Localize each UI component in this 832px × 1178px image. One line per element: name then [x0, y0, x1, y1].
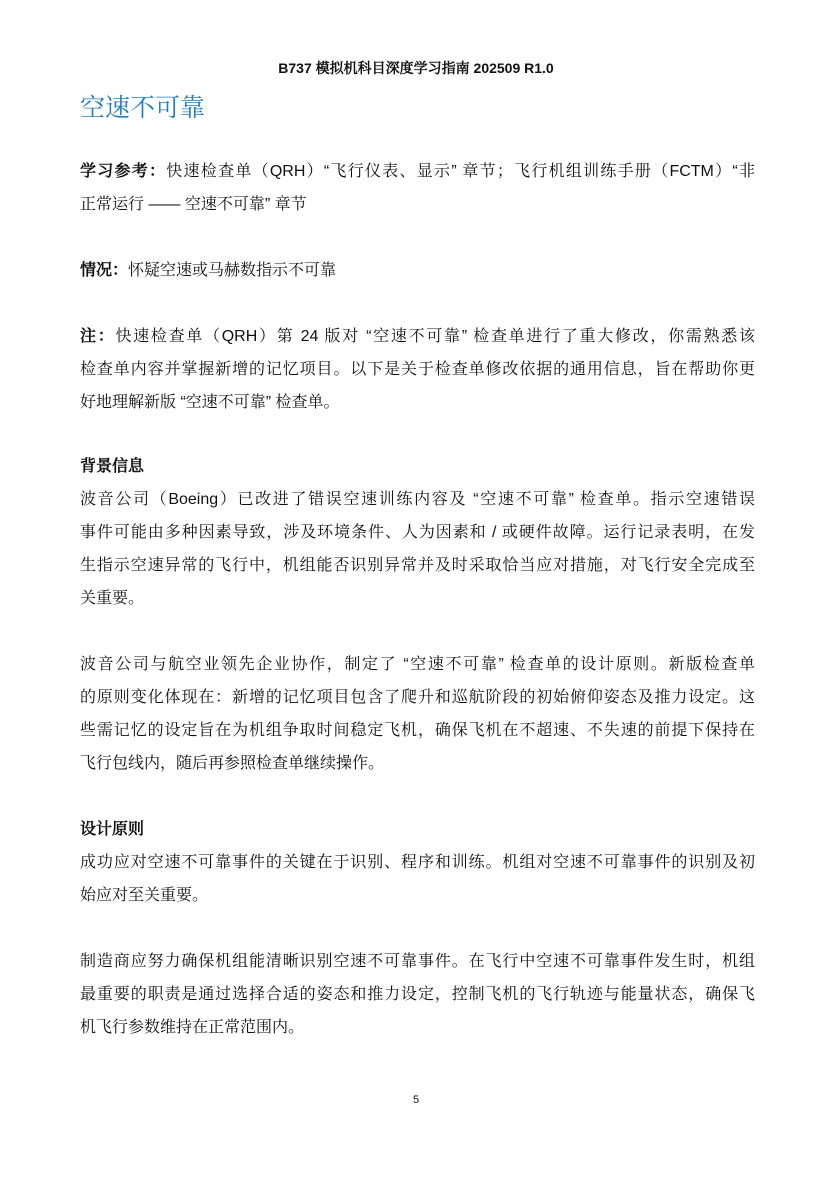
text-line: 始应对至关重要。	[80, 887, 209, 904]
design-section	[80, 813, 755, 1044]
situation	[80, 254, 755, 287]
text-line: 机飞行参数维持在正常范围内。	[80, 1019, 305, 1036]
text-line: 事件可能由多种因素导致，涉及环境条件、人为因素和 / 或硬件故障。运行记录表明，在发	[80, 524, 755, 541]
note	[80, 320, 755, 419]
situation-text: 怀疑空速或马赫数指示不可靠	[128, 262, 337, 279]
design-heading: 设计原则	[80, 821, 145, 838]
text-line: 波音公司（Boeing）已改进了错误空速训练内容及 “空速不可靠” 检查单。指示空速错误	[80, 491, 755, 508]
text-line: 快速检查单（QRH）“飞行仪表、显示” 章节；飞行机组训练手册（FCTM）“非	[166, 163, 755, 180]
text-line: 波音公司与航空业领先企业协作，制定了 “空速不可靠” 检查单的设计原则。新版检查单	[80, 656, 755, 673]
text-line: 正常运行 —— 空速不可靠” 章节	[80, 196, 307, 213]
text-line: 快速检查单（QRH）第 24 版对 “空速不可靠” 检查单进行了重大修改，你需熟悉该	[115, 328, 755, 345]
reference-label: 学习参考：	[80, 163, 167, 180]
text-line: 的原则变化体现在：新增的记忆项目包含了爬升和巡航阶段的初始俯仰姿态及推力设定。这	[80, 689, 755, 706]
running-header: B737 模拟机科目深度学习指南 202509 R1.0	[278, 60, 554, 76]
text-line: 生指示空速异常的飞行中，机组能否识别异常并及时采取恰当应对措施，对飞行安全完成至	[80, 557, 755, 574]
text-line: 制造商应努力确保机组能清晰识别空速不可靠事件。在飞行中空速不可靠事件发生时，机组	[80, 953, 755, 970]
text-line: 飞行包线内，随后再参照检查单继续操作。	[80, 755, 385, 772]
note-label: 注：	[80, 328, 116, 345]
text-line: 最重要的职责是通过选择合适的姿态和推力设定，控制飞机的飞行轨迹与能量状态，确保飞	[80, 986, 755, 1003]
page-number: 5	[412, 1094, 420, 1106]
situation-label: 情况：	[80, 262, 129, 279]
text-line: 成功应对空速不可靠事件的关键在于识别、程序和训练。机组对空速不可靠事件的识别及初	[80, 854, 755, 871]
section-title: 空速不可靠	[80, 94, 206, 122]
study-reference	[80, 155, 755, 221]
background-heading: 背景信息	[80, 458, 145, 475]
text-line: 关重要。	[80, 590, 145, 607]
text-line: 些需记忆的设定旨在为机组争取时间稳定飞机，确保飞机在不超速、不失速的前提下保持在	[80, 722, 755, 739]
background-section	[80, 450, 755, 780]
text-line: 好地理解新版 “空速不可靠” 检查单。	[80, 394, 340, 411]
text-line: 检查单内容并掌握新增的记忆项目。以下是关于检查单修改依据的通用信息，旨在帮助你更	[80, 361, 755, 378]
